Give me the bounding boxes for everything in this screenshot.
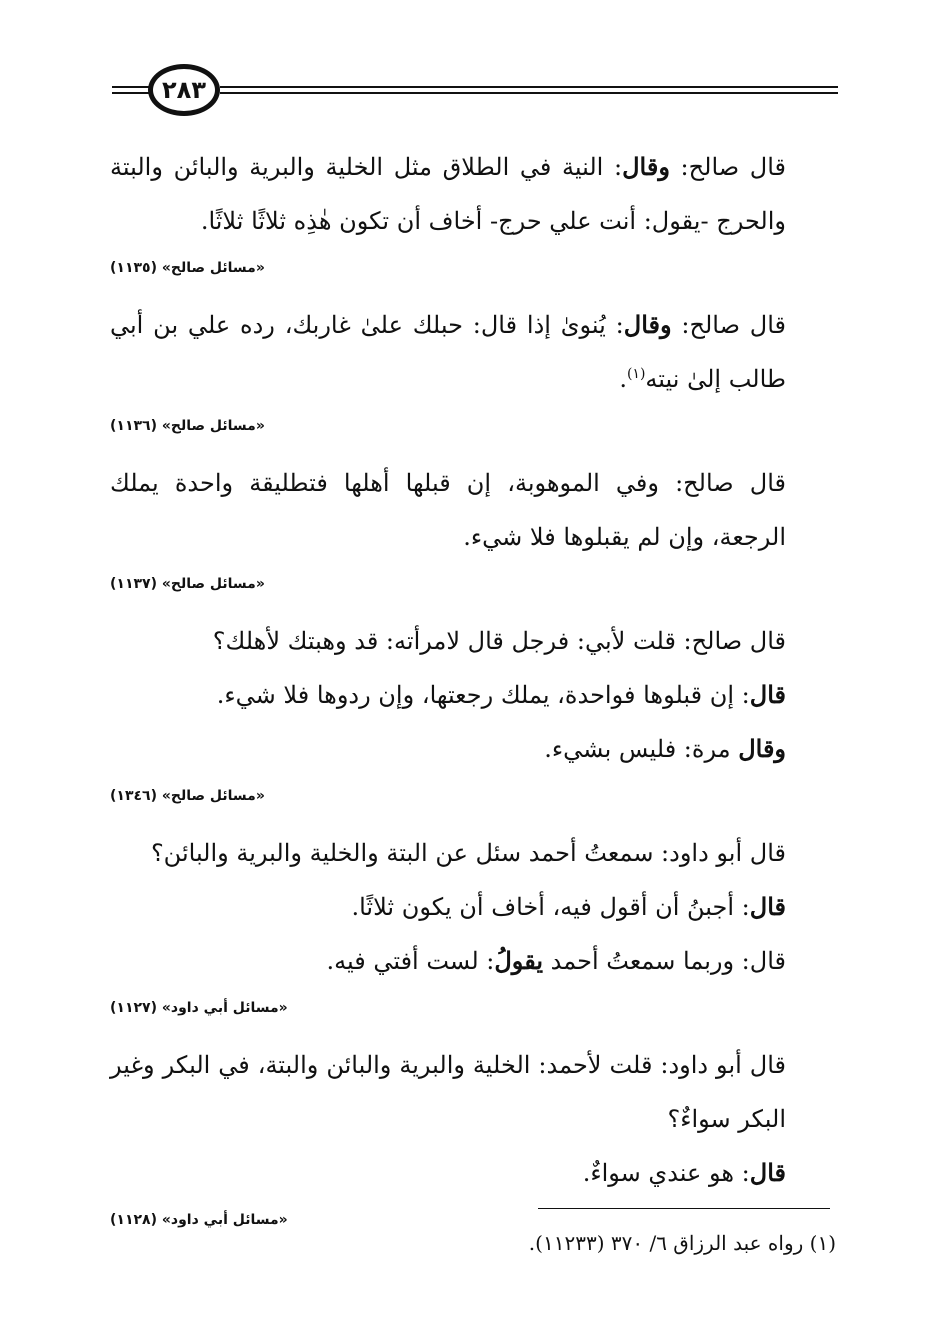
paragraph: [110, 880, 838, 934]
entry: [110, 614, 838, 806]
main-content: [110, 140, 838, 1250]
paragraph: [110, 1146, 838, 1200]
paragraph-text: : أجبنُ أن أقول فيه، أخاف أن يكون ثلاثًا.: [351, 893, 750, 921]
paragraph-text: : لست أفتي فيه.: [326, 947, 495, 975]
keyword: وقال: [622, 152, 670, 181]
footnote-marker: (١): [809, 1231, 836, 1255]
entry: [110, 826, 838, 1018]
footnote-reference[interactable]: (١): [626, 366, 646, 382]
paragraph-text: قال أبو داود: قلت لأحمد: الخلية والبرية والبائن والبتة، في البكر وغير البكر سواءٌ؟: [110, 1051, 786, 1133]
keyword: قال: [749, 1158, 786, 1187]
footnote-text: رواه عبد الرزاق ٦/ ٣٧٠ (١١٢٣٣).: [528, 1231, 804, 1255]
entry: [110, 1038, 838, 1230]
paragraph: [110, 1038, 838, 1146]
paragraph: [110, 826, 838, 880]
page-header: [112, 62, 838, 128]
paragraph: [110, 456, 838, 564]
paragraph-prefix: قال: وربما سمعتُ أحمد: [543, 947, 786, 975]
keyword: قال: [749, 680, 786, 709]
keyword: يقولُ: [494, 946, 544, 975]
entry: [110, 456, 838, 594]
source-reference: «مسائل صالح» (١١٣٥): [110, 260, 265, 276]
header-rule-right: [220, 86, 838, 94]
source-reference: «مسائل أبي داود» (١١٢٧): [110, 1000, 288, 1016]
keyword: قال: [749, 892, 786, 921]
source-reference: «مسائل صالح» (١٣٤٦): [110, 788, 265, 804]
paragraph-text: مرة: فليس بشيء.: [544, 735, 739, 763]
entry: [110, 140, 838, 278]
source-reference: «مسائل أبي داود» (١١٢٨): [110, 1212, 288, 1228]
paragraph: [110, 140, 838, 248]
source-reference: «مسائل صالح» (١١٣٧): [110, 576, 265, 592]
paragraph: [110, 298, 838, 406]
paragraph-text: : إن قبلوها فواحدة، يملك رجعتها، وإن ردوها فلا شيء.: [216, 681, 750, 709]
footnote-separator: [538, 1208, 830, 1209]
paragraph-text: قال صالح: وفي الموهوبة، إن قبلها أهلها فتطليقة واحدة يملك الرجعة، وإن لم يقبلوها فلا شيء.: [110, 469, 786, 551]
paragraph-text: : النية في الطلاق مثل الخلية والبرية والبائن والبتة والحرج -يقول: أنت علي حرج- أخاف أن تكون هٰذِه ثلاثًا ثلاثًا.: [110, 153, 786, 235]
paragraph: [110, 668, 838, 722]
source-reference: «مسائل صالح» (١١٣٦): [110, 418, 265, 434]
page-number: ٢٨٣: [162, 76, 206, 104]
paragraph: [110, 934, 838, 988]
keyword: وقال: [738, 734, 786, 763]
entry: [110, 298, 838, 436]
paragraph-text: قال أبو داود: سمعتُ أحمد سئل عن البتة والخلية والبرية والبائن؟: [150, 839, 786, 867]
paragraph-text: قال صالح: قلت لأبي: فرجل قال لامرأته: قد وهبتك لأهلك؟: [212, 627, 786, 655]
keyword: وقال: [623, 310, 672, 339]
paragraph-suffix: .: [619, 365, 627, 393]
paragraph: [110, 722, 838, 776]
paragraph: [110, 614, 838, 668]
page-number-badge: [148, 64, 220, 116]
footnote: [300, 1228, 836, 1258]
paragraph-prefix: قال صالح:: [671, 311, 787, 339]
paragraph-text: : هو عندي سواءٌ.: [582, 1159, 750, 1187]
paragraph-text: : يُنوىٰ إذا قال: حبلك علىٰ غاربك، رده علي بن أبي طالب إلىٰ نيته: [110, 311, 786, 393]
paragraph-prefix: قال صالح:: [669, 153, 787, 181]
